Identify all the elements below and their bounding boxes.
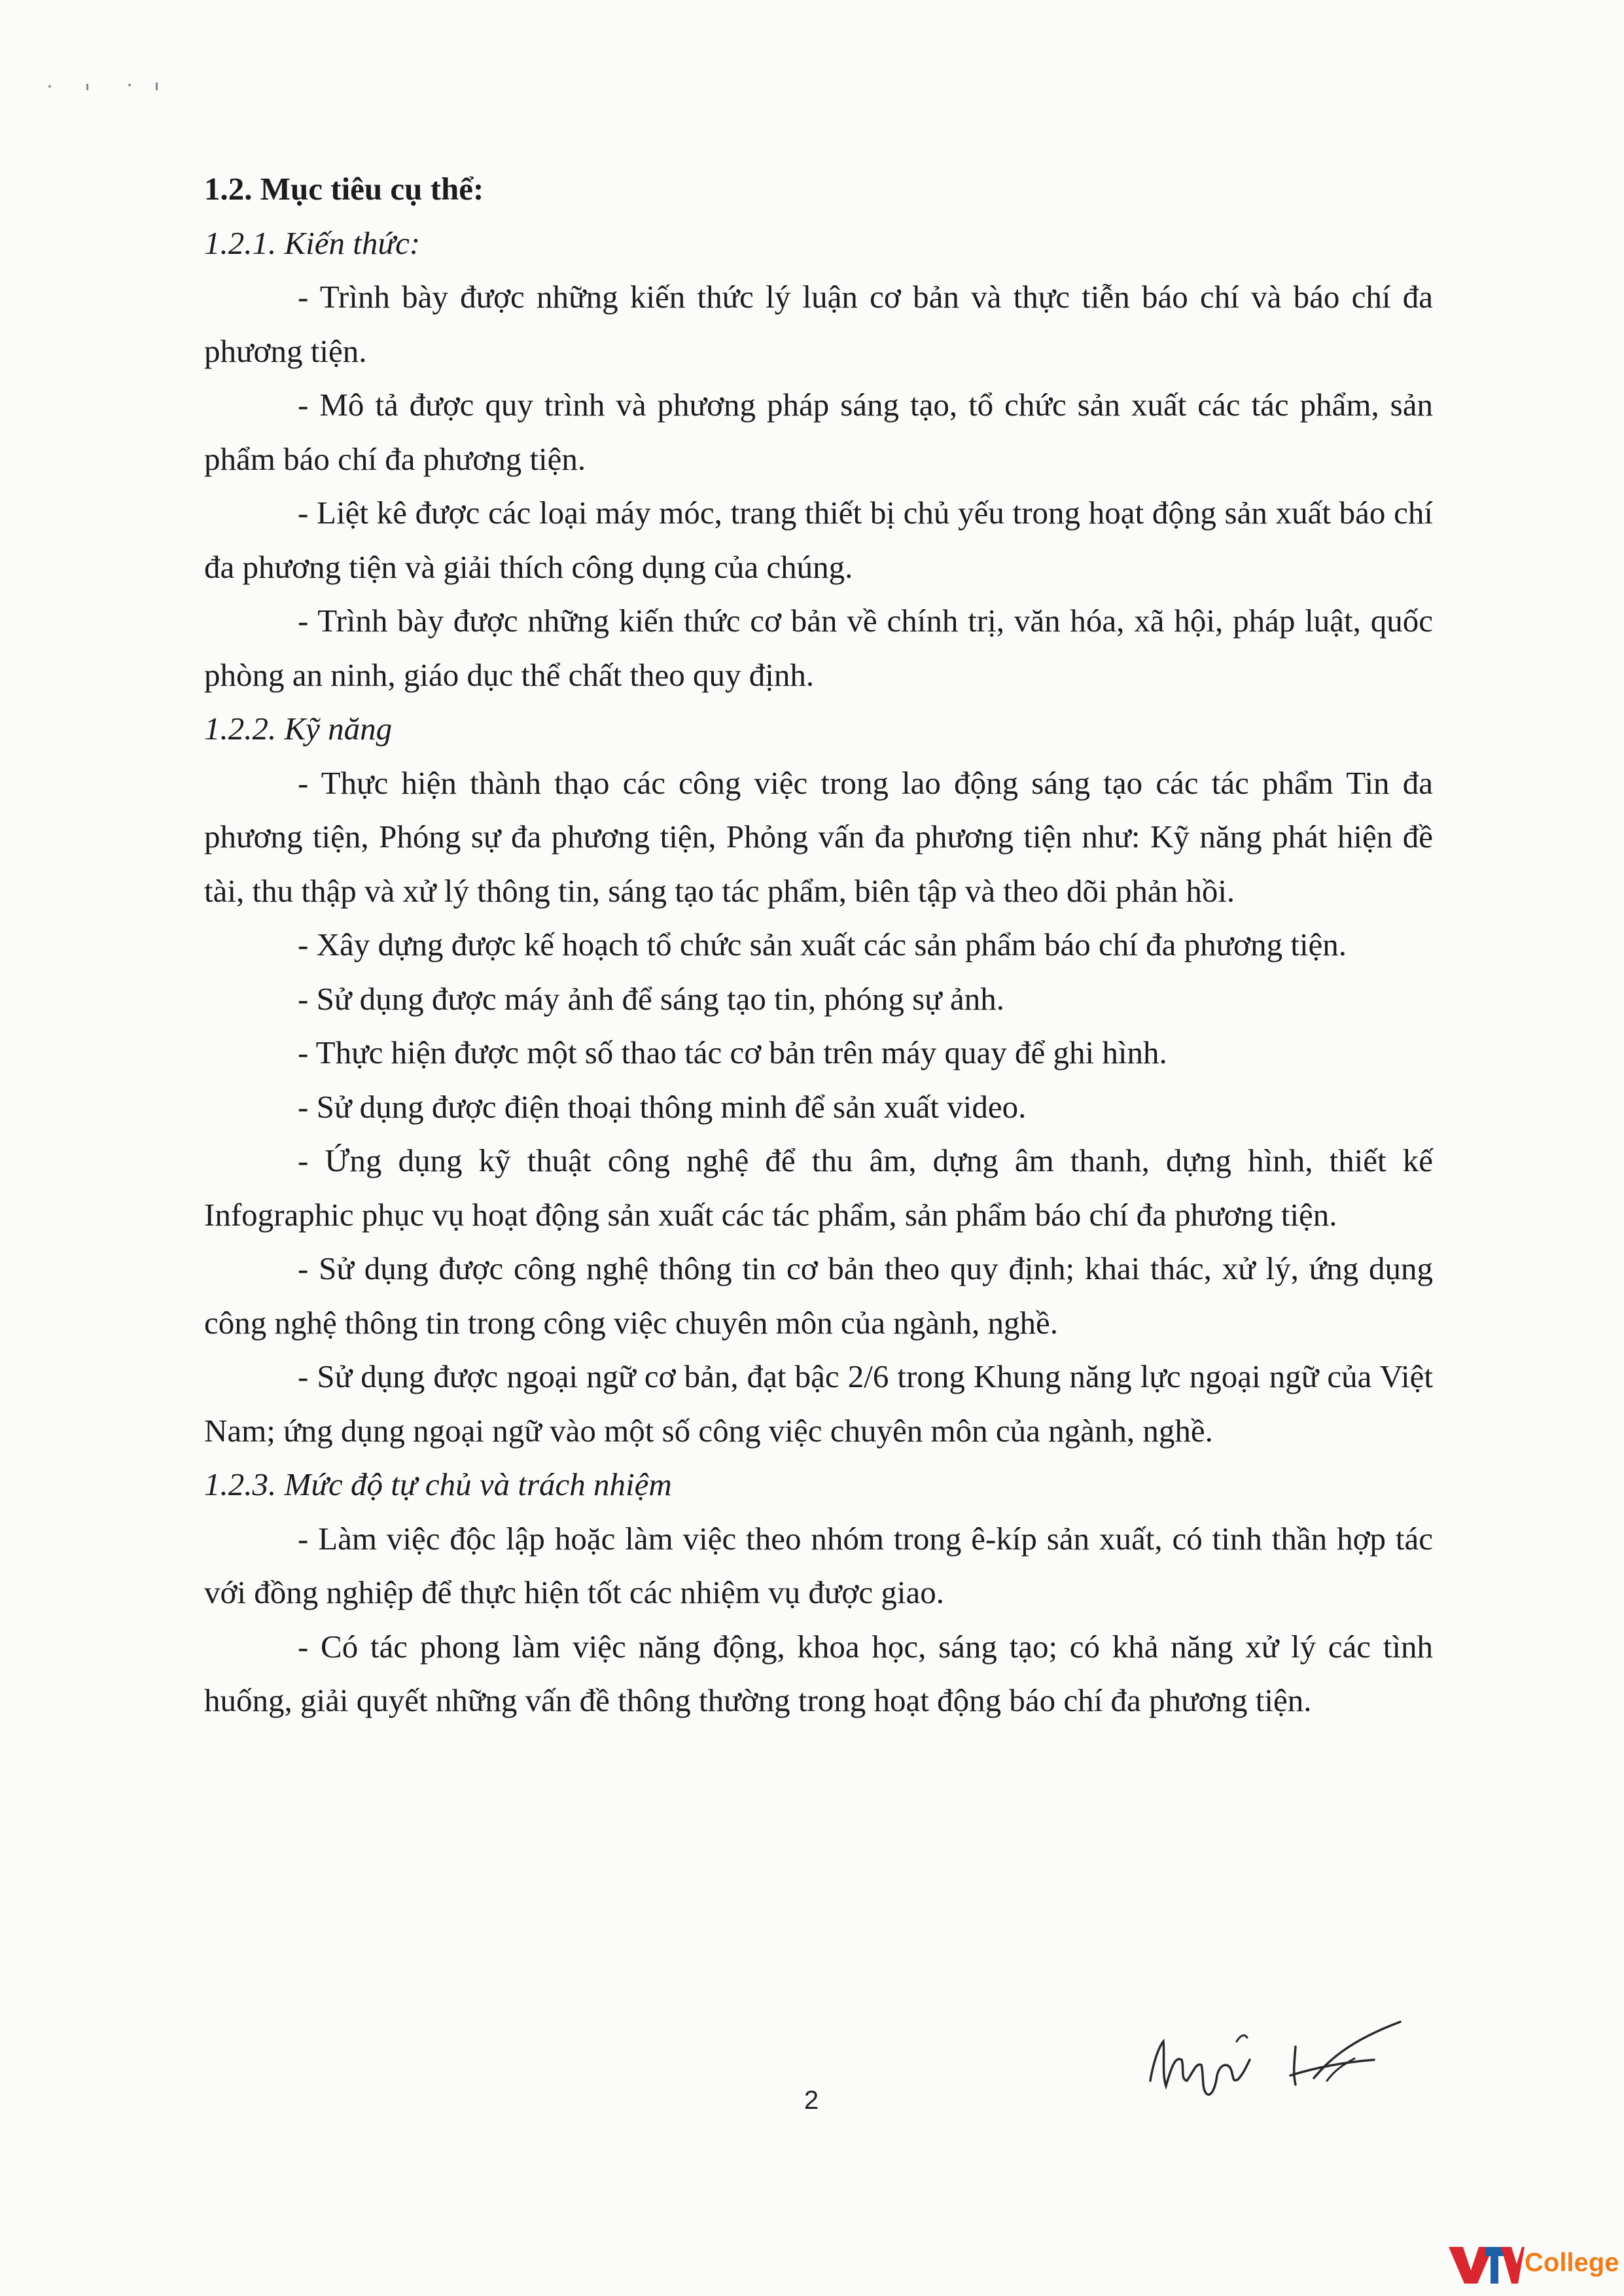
paragraph: - Sử dụng được máy ảnh để sáng tạo tin, phóng sự ảnh. xyxy=(298,980,1004,1017)
vtv-logo-icon xyxy=(1446,2238,1525,2290)
subsection-heading-knowledge: 1.2.1. Kiến thức: xyxy=(204,224,421,261)
paragraph: - Có tác phong làm việc năng động, khoa học, sáng tạo; có khả năng xử lý các tình huống, giải quyết những vấn đề thông thường trong hoạt động báo chí đa phương tiện. xyxy=(204,1628,1433,1718)
paragraph: - Xây dựng được kế hoạch tổ chức sản xuất các sản phẩm báo chí đa phương tiện. xyxy=(298,927,1347,963)
vtv-college-logo xyxy=(1446,2238,1619,2290)
handwritten-signature xyxy=(1139,2002,1407,2113)
page-number: 2 xyxy=(803,2086,819,2115)
scan-artifact-marks xyxy=(46,73,177,99)
paragraph: - Sử dụng được điện thoại thông minh để sản xuất video. xyxy=(298,1088,1027,1125)
paragraph: - Thực hiện được một số thao tác cơ bản trên máy quay để ghi hình. xyxy=(298,1034,1167,1070)
paragraph: - Trình bày được những kiến thức lý luận cơ bản và thực tiễn báo chí và báo chí đa phương tiện. xyxy=(204,279,1433,369)
paragraph: - Ứng dụng kỹ thuật công nghệ để thu âm, dựng âm thanh, dựng hình, thiết kế Infographic phục vụ hoạt động sản xuất các tác phẩm, sản phẩm báo chí đa phương tiện. xyxy=(204,1142,1433,1233)
subsection-heading-skills: 1.2.2. Kỹ năng xyxy=(204,711,393,747)
document-body xyxy=(204,162,1433,1728)
subsection-heading-autonomy: 1.2.3. Mức độ tự chủ và trách nhiệm xyxy=(204,1466,672,1502)
paragraph: - Sử dụng được ngoại ngữ cơ bản, đạt bậc 2/6 trong Khung năng lực ngoại ngữ của Việt Nam; ứng dụng ngoại ngữ vào một số công việc chuyên môn của ngành, nghề. xyxy=(204,1358,1433,1449)
logo-text: College xyxy=(1525,2248,1619,2277)
paragraph: - Thực hiện thành thạo các công việc trong lao động sáng tạo các tác phẩm Tin đa phương tiện, Phóng sự đa phương tiện, Phỏng vấn đa phương tiện như: Kỹ năng phát hiện đề tài, thu thập và xử lý thông tin, sáng tạo tác phẩm, biên tập và theo dõi phản hồi. xyxy=(204,764,1433,909)
section-title: 1.2. Mục tiêu cụ thể: xyxy=(204,171,484,207)
paragraph: - Liệt kê được các loại máy móc, trang thiết bị chủ yếu trong hoạt động sản xuất báo chí đa phương tiện và giải thích công dụng của chúng. xyxy=(204,495,1433,585)
paragraph: - Trình bày được những kiến thức cơ bản về chính trị, văn hóa, xã hội, pháp luật, quốc phòng an ninh, giáo dục thể chất theo quy định. xyxy=(204,603,1433,693)
paragraph: - Sử dụng được công nghệ thông tin cơ bản theo quy định; khai thác, xử lý, ứng dụng công nghệ thông tin trong công việc chuyên môn của ngành, nghề. xyxy=(204,1250,1433,1341)
paragraph: - Mô tả được quy trình và phương pháp sáng tạo, tổ chức sản xuất các tác phẩm, sản phẩm báo chí đa phương tiện. xyxy=(204,387,1433,477)
paragraph: - Làm việc độc lập hoặc làm việc theo nhóm trong ê-kíp sản xuất, có tinh thần hợp tác với đồng nghiệp để thực hiện tốt các nhiệm vụ được giao. xyxy=(204,1520,1433,1610)
